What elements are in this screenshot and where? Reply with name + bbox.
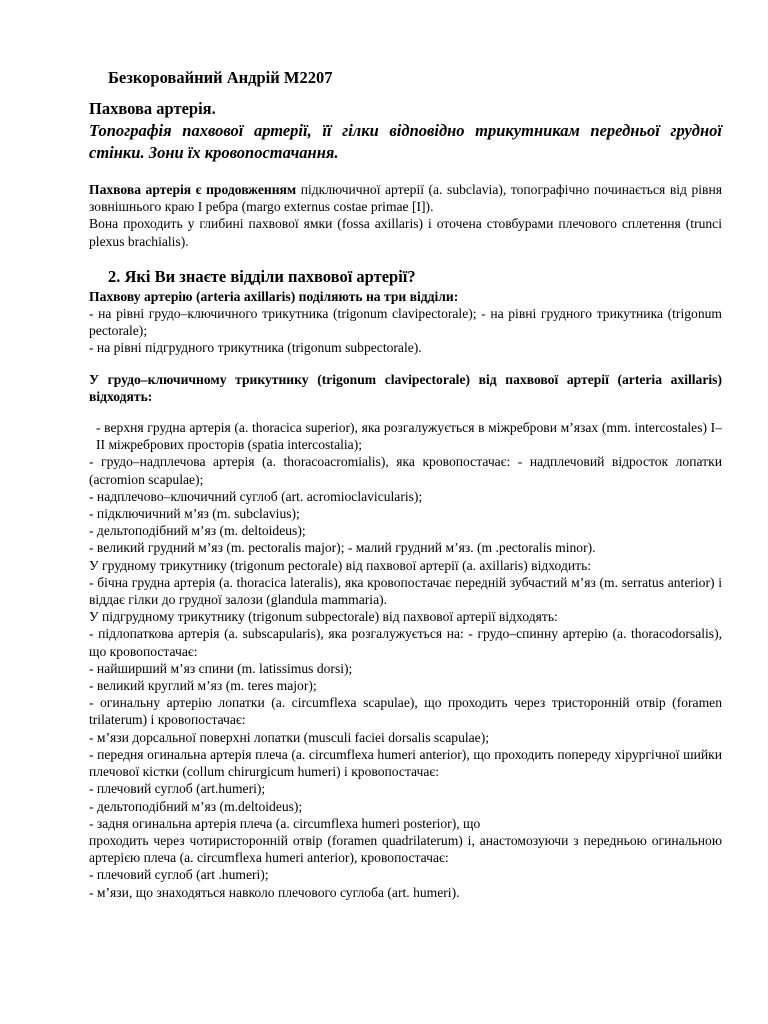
intro-bold-lead: Пахвова артерія є продовженням <box>89 182 297 197</box>
clavipectoral-item: - грудо–надплечова артерія (a. thoracoacromialis), яка кровопостачає: - надплечовий відросток лопатки (acromion scapulae); <box>89 454 722 487</box>
subpectoral-line: У підгрудному трикутнику (trigonum subpectorale) від пахвової артерії відходять: <box>89 609 558 625</box>
author-line: Безкоровайний Андрій М2207 <box>108 68 333 87</box>
subpectoral-line: - м’язи дорсальної поверхні лопатки (musculi faciei dorsalis scapulae); <box>89 729 490 745</box>
topic-title: Пахвова артерія. <box>89 99 216 118</box>
intro-paragraph-2: Вона проходить у глибині пахвової ямки (fossa axillaris) і оточена стовбурами плечового сплетення (trunci plexus brachialis). <box>89 216 722 249</box>
intro-paragraph-1 <box>89 181 722 215</box>
subpectoral-line: - плечовий суглоб (art .humeri); <box>89 867 269 883</box>
subpectoral-line: - огинальну артерію лопатки (a. circumflexa scapulae), що проходить через тристоронній отвір (foramen trilaterum) і кровопостачає: <box>89 695 722 728</box>
question-heading: 2. Які Ви знаєте відділи пахвової артерії? <box>108 266 416 286</box>
clavipectoral-item: - великий грудний м’яз (m. pectoralis major); - малий грудний м’яз. (m .pectoralis minor). <box>89 540 596 556</box>
intro-rest: підключичної артерії (a. subclavia), топографічно починається від рівня зовнішнього краю I ребра (margo externus costae primae [I]). <box>89 182 723 215</box>
subpectoral-line: - задня огинальна артерія плеча (a. circumflexa humeri posterior), що <box>89 815 481 831</box>
pectoral-line: - бічна грудна артерія (a. thoracica lateralis), яка кровопостачає передній зубчастий м’яз (m. serratus anterior) і віддає гілки до грудної залози (glandula mammaria). <box>89 574 722 608</box>
subpectoral-line: проходить через чотиристоронній отвір (foramen quadrilaterum) і, анастомозуючи з передньою огинальною артерією плеча (a. circumflexa humeri anterior), кровопостачає: <box>89 832 722 866</box>
divisions-item: - на рівні підгрудного трикутника (trigonum subpectorale). <box>89 340 422 356</box>
clavipectoral-item: - дельтоподібний м’яз (m. deltoideus); <box>89 523 306 539</box>
subpectoral-line: - найширший м’яз спини (m. latissimus dorsi); <box>89 660 353 676</box>
subpectoral-line: - м’язи, що знаходяться навколо плечового суглоба (art. humeri). <box>89 884 460 900</box>
divisions-heading: Пахвову артерію (arteria axillaris) поділяють на три відділи: <box>89 288 459 304</box>
clavipectoral-heading: У грудо–ключичному трикутнику (trigonum clavipectorale) від пахвової артерії (arteria axillaris) відходять: <box>89 371 722 404</box>
pectoral-line: У грудному трикутнику (trigonum pectorale) від пахвової артерії (a. axillaris) відходить: <box>89 557 592 573</box>
topic-subtitle: Топографія пахвової артерії, її гілки відповідно трикутникам передньої грудної стінки. Зони їх кровопостачання. <box>89 121 722 162</box>
subpectoral-line: - плечовий суглоб (art.humeri); <box>89 781 266 797</box>
subpectoral-line: - підлопаткова артерія (a. subscapularis), яка розгалужується на: - грудо–спинну артерію (a. thoracodorsalis), що кровопостачає: <box>89 626 722 659</box>
subpectoral-line: - великий круглий м’яз (m. teres major); <box>89 678 317 694</box>
clavipectoral-item: - надплечово–ключичний суглоб (art. acromioclavicularis); <box>89 488 423 504</box>
clavipectoral-item: - верхня грудна артерія (a. thoracica superior), яка розгалужується в міжреброви м’язах (mm. intercostales) I–II міжребрових просторів (spatia intercostalia); <box>96 420 722 453</box>
subpectoral-line: - передня огинальна артерія плеча (a. circumflexa humeri anterior), що проходить попереду хірургічної шийки плечової кістки (collum chirurgicum humeri) і кровопостачає: <box>89 746 722 780</box>
subpectoral-line: - дельтоподібний м’яз (m.deltoideus); <box>89 798 303 814</box>
clavipectoral-item: - підключичний м’яз (m. subclavius); <box>89 506 300 522</box>
divisions-item: - на рівні грудо–ключичного трикутника (trigonum clavipectorale); - на рівні грудного трикутника (trigonum pectorale); <box>89 306 722 339</box>
